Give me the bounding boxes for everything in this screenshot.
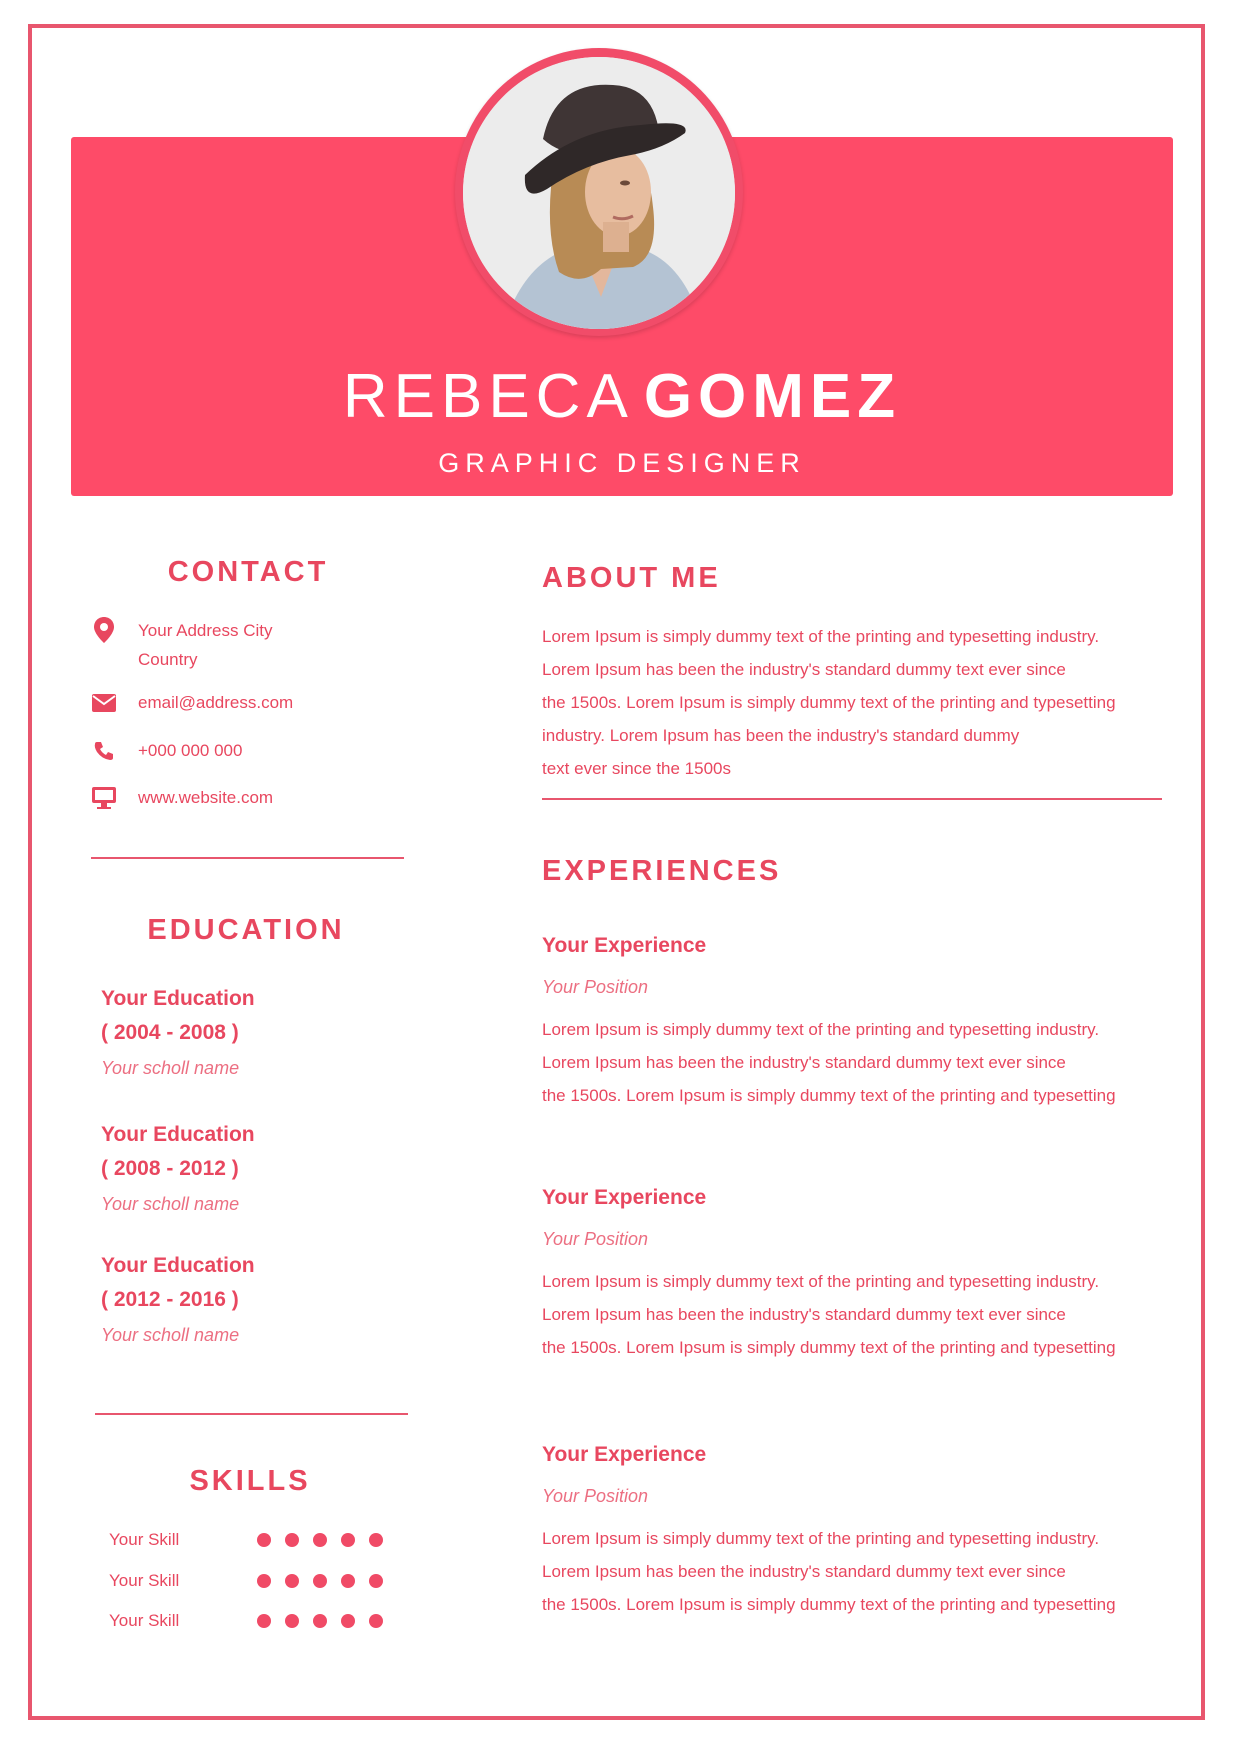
experience-line: Lorem Ipsum is simply dummy text of the printing and typesetting industry. [542, 1272, 1100, 1291]
skill-label: Your Skill [109, 1571, 180, 1590]
experience-line: the 1500s. Lorem Ipsum is simply dummy text of the printing and typesetting [542, 1086, 1116, 1105]
about-line: text ever since the 1500s [542, 759, 732, 778]
skill-dot [341, 1614, 355, 1628]
education-years: ( 2008 - 2012 ) [101, 1157, 239, 1180]
skill-dot [313, 1574, 327, 1588]
portrait-image [463, 57, 735, 329]
skill-rating [257, 1533, 397, 1547]
about-line: the 1500s. Lorem Ipsum is simply dummy text of the printing and typesetting [542, 693, 1116, 712]
experience-position: Your Position [542, 1229, 649, 1249]
experience-line: Lorem Ipsum is simply dummy text of the printing and typesetting industry. [542, 1020, 1100, 1039]
education-years: ( 2012 - 2016 ) [101, 1288, 239, 1311]
education-title: Your Education [101, 1254, 255, 1277]
skill-dot [369, 1533, 383, 1547]
skill-dot [285, 1614, 299, 1628]
experience-line: the 1500s. Lorem Ipsum is simply dummy text of the printing and typesetting [542, 1595, 1116, 1614]
phone-text: +000 000 000 [138, 741, 243, 760]
education-heading: EDUCATION [147, 914, 345, 946]
education-school: Your scholl name [101, 1058, 240, 1078]
education-title: Your Education [101, 987, 255, 1010]
contact-website [88, 783, 273, 812]
skill-dot [313, 1614, 327, 1628]
skill-dot [257, 1533, 271, 1547]
candidate-name [71, 362, 1173, 431]
skill-dot [285, 1533, 299, 1547]
education-entry [101, 982, 255, 1079]
skill-row [109, 1611, 399, 1631]
location-pin-icon [88, 616, 120, 644]
skill-dot [257, 1574, 271, 1588]
last-name: GOMEZ [643, 362, 902, 431]
about-heading: ABOUT ME [542, 562, 721, 594]
education-entry [101, 1249, 255, 1346]
monitor-icon [88, 783, 120, 811]
skill-dot [369, 1574, 383, 1588]
email-text: email@address.com [138, 693, 294, 712]
skill-rating [257, 1574, 397, 1588]
experience-description [542, 1013, 1182, 1112]
contact-address [88, 616, 273, 674]
envelope-icon [88, 688, 120, 716]
skill-dot [341, 1533, 355, 1547]
skill-label: Your Skill [109, 1530, 180, 1549]
skill-dot [313, 1533, 327, 1547]
experience-title: Your Experience [542, 1443, 707, 1466]
experience-title: Your Experience [542, 934, 707, 957]
experience-line: Lorem Ipsum has been the industry's standard dummy text ever since [542, 1053, 1066, 1072]
experience-line: Lorem Ipsum has been the industry's standard dummy text ever since [542, 1305, 1066, 1324]
experience-description [542, 1522, 1182, 1621]
divider-contact [91, 857, 404, 859]
phone-icon [88, 736, 120, 764]
experience-position: Your Position [542, 1486, 649, 1506]
education-years: ( 2004 - 2008 ) [101, 1021, 239, 1044]
contact-phone [88, 736, 242, 765]
about-line: Lorem Ipsum is simply dummy text of the printing and typesetting industry. [542, 627, 1100, 646]
address-line-1: Your Address City [138, 621, 273, 640]
contact-email [88, 688, 293, 717]
skill-dot [285, 1574, 299, 1588]
experience-line: the 1500s. Lorem Ipsum is simply dummy text of the printing and typesetting [542, 1338, 1116, 1357]
skills-heading: SKILLS [189, 1465, 311, 1497]
experience-description [542, 1265, 1182, 1364]
experiences-heading: EXPERIENCES [542, 855, 782, 887]
skill-rating [257, 1614, 397, 1628]
skill-row [109, 1571, 399, 1591]
skill-row [109, 1530, 399, 1550]
skill-label: Your Skill [109, 1611, 180, 1630]
profile-photo [463, 57, 735, 329]
skill-dot [257, 1614, 271, 1628]
about-line: Lorem Ipsum has been the industry's standard dummy text ever since [542, 660, 1066, 679]
skill-dot [369, 1614, 383, 1628]
education-entry [101, 1118, 255, 1215]
address-line-2: Country [138, 650, 198, 669]
about-text [542, 620, 1182, 785]
experience-line: Lorem Ipsum has been the industry's standard dummy text ever since [542, 1562, 1066, 1581]
first-name: REBECA [342, 362, 634, 431]
divider-about [542, 798, 1162, 800]
experience-title: Your Experience [542, 1186, 707, 1209]
about-line: industry. Lorem Ipsum has been the industry's standard dummy [542, 726, 1020, 745]
job-title: GRAPHIC DESIGNER [438, 448, 806, 478]
contact-heading: CONTACT [167, 556, 329, 588]
experience-position: Your Position [542, 977, 649, 997]
education-school: Your scholl name [101, 1194, 240, 1214]
website-text: www.website.com [138, 788, 274, 807]
skill-dot [341, 1574, 355, 1588]
education-title: Your Education [101, 1123, 255, 1146]
divider-education [95, 1413, 408, 1415]
education-school: Your scholl name [101, 1325, 240, 1345]
experience-line: Lorem Ipsum is simply dummy text of the printing and typesetting industry. [542, 1529, 1100, 1548]
